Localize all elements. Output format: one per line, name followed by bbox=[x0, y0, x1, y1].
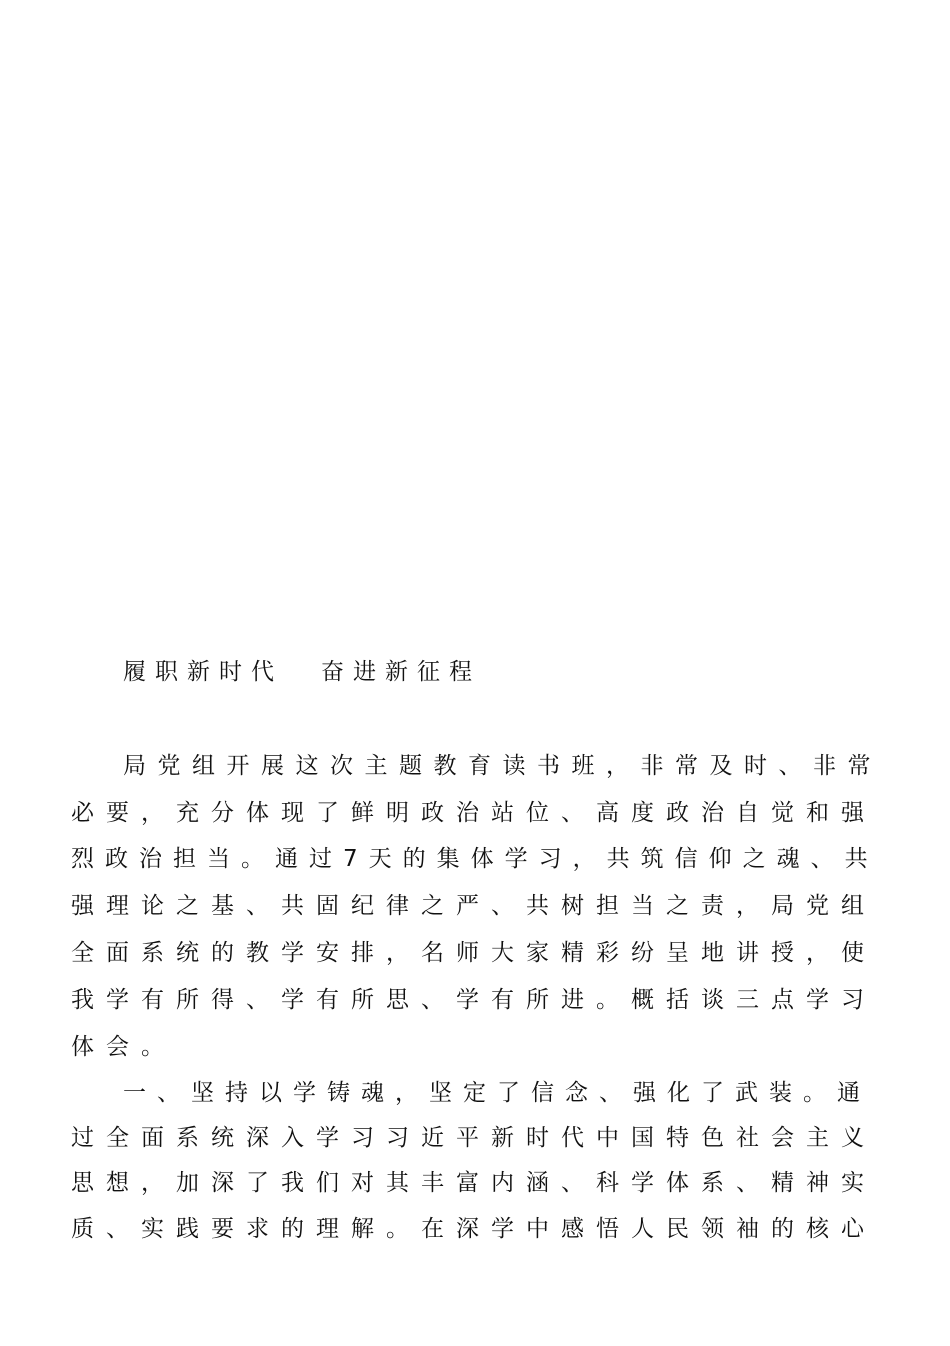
paragraph-1-line-3: 烈政治担当。通过7天的集体学习，共筑信仰之魂、共 bbox=[71, 846, 879, 872]
paragraph-2-line-4: 质、实践要求的理解。在深学中感悟人民领袖的核心 bbox=[71, 1216, 876, 1242]
paragraph-1-line-4: 强理论之基、共固纪律之严、共树担当之责，局党组 bbox=[71, 893, 876, 919]
paragraph-2-line-3: 思想，加深了我们对其丰富内涵、科学体系、精神实 bbox=[71, 1170, 876, 1196]
paragraph-1-line-6: 我学有所得、学有所思、学有所进。概括谈三点学习 bbox=[71, 987, 876, 1013]
paragraph-1-line-7: 体会。 bbox=[71, 1034, 176, 1060]
paragraph-2-line-1: 一、坚持以学铸魂，坚定了信念、强化了武装。通 bbox=[123, 1080, 871, 1106]
paragraph-1-line-2: 必要，充分体现了鲜明政治站位、高度政治自觉和强 bbox=[71, 800, 876, 826]
title-part-2: 奋进新征程 bbox=[321, 659, 481, 685]
paragraph-1-line-5: 全面系统的教学安排，名师大家精彩纷呈地讲授，使 bbox=[71, 940, 876, 966]
paragraph-2-line-2: 过全面系统深入学习习近平新时代中国特色社会主义 bbox=[71, 1125, 876, 1151]
document-title bbox=[123, 656, 481, 688]
paragraph-1-line-1: 局党组开展这次主题教育读书班，非常及时、非常 bbox=[123, 753, 882, 779]
title-part-1: 履职新时代 bbox=[123, 659, 283, 685]
